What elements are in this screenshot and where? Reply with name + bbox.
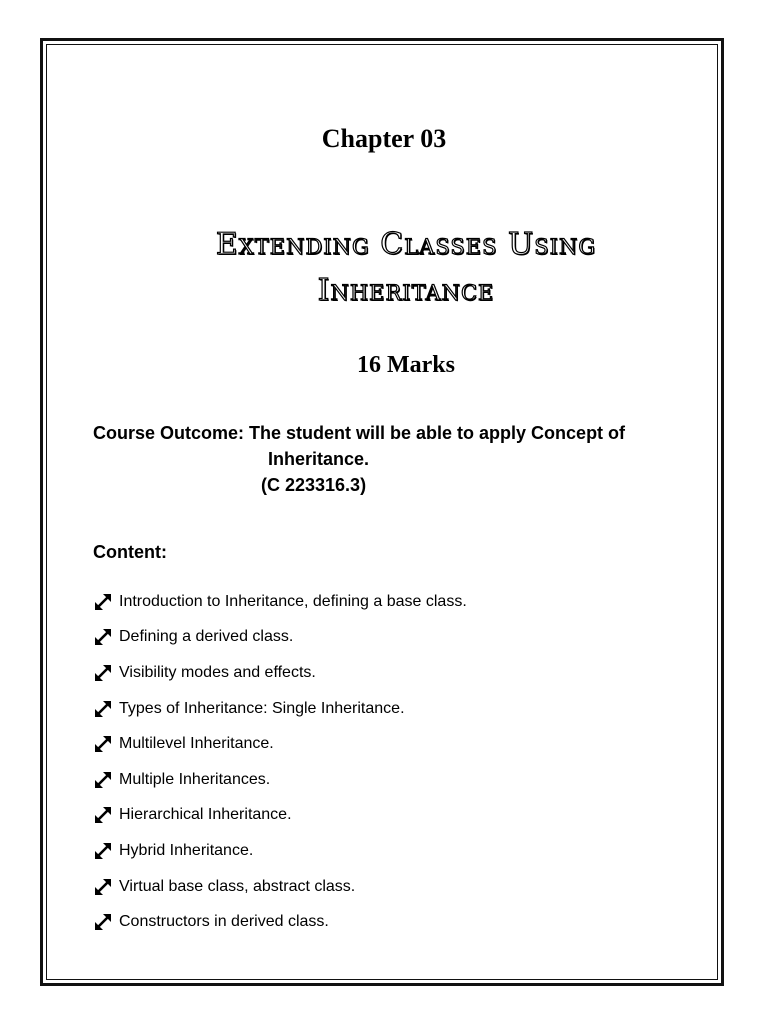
- chapter-title-line-1: Extending Classes Using: [215, 227, 597, 262]
- chapter-heading: Chapter 03: [321, 124, 447, 153]
- list-item: [93, 726, 467, 762]
- content-list: [93, 584, 467, 940]
- list-item: [93, 904, 467, 940]
- list-item-label: Constructors in derived class.: [119, 913, 329, 931]
- list-item: [93, 620, 467, 656]
- list-item-label: Hierarchical Inheritance.: [119, 806, 292, 824]
- list-item-label: Hybrid Inheritance.: [119, 841, 254, 859]
- list-item: [93, 833, 467, 869]
- chapter-title-line-2: Inheritance: [317, 273, 495, 308]
- diagonal-double-arrow-icon: [93, 734, 113, 754]
- diagonal-double-arrow-icon: [93, 592, 113, 612]
- diagonal-double-arrow-icon: [93, 627, 113, 647]
- diagonal-double-arrow-icon: [93, 663, 113, 683]
- diagonal-double-arrow-icon: [93, 699, 113, 719]
- list-item-label: Visibility modes and effects.: [119, 663, 316, 681]
- list-item: [93, 691, 467, 727]
- diagonal-double-arrow-icon: [93, 805, 113, 825]
- diagonal-double-arrow-icon: [93, 877, 113, 897]
- list-item-label: Virtual base class, abstract class.: [119, 877, 356, 895]
- course-outcome: [93, 420, 713, 498]
- list-item-label: Defining a derived class.: [119, 628, 294, 646]
- list-item: [93, 655, 467, 691]
- chapter-title: [0, 222, 768, 314]
- content-heading: Content:: [93, 542, 167, 562]
- list-item-label: Types of Inheritance: Single Inheritance.: [119, 699, 405, 717]
- list-item-label: Introduction to Inheritance, defining a base class.: [119, 592, 467, 610]
- diagonal-double-arrow-icon: [93, 841, 113, 861]
- list-item: [93, 798, 467, 834]
- course-outcome-code: (C 223316.3): [261, 475, 367, 495]
- diagonal-double-arrow-icon: [93, 770, 113, 790]
- list-item-label: Multilevel Inheritance.: [119, 735, 274, 753]
- list-item: [93, 584, 467, 620]
- list-item-label: Multiple Inheritances.: [119, 770, 271, 788]
- list-item: [93, 762, 467, 798]
- list-item: [93, 869, 467, 905]
- course-outcome-line-1: Course Outcome: The student will be able to apply Concept of: [93, 423, 626, 443]
- course-outcome-line-2: Inheritance.: [268, 449, 370, 469]
- diagonal-double-arrow-icon: [93, 912, 113, 932]
- marks-label: 16 Marks: [357, 352, 455, 378]
